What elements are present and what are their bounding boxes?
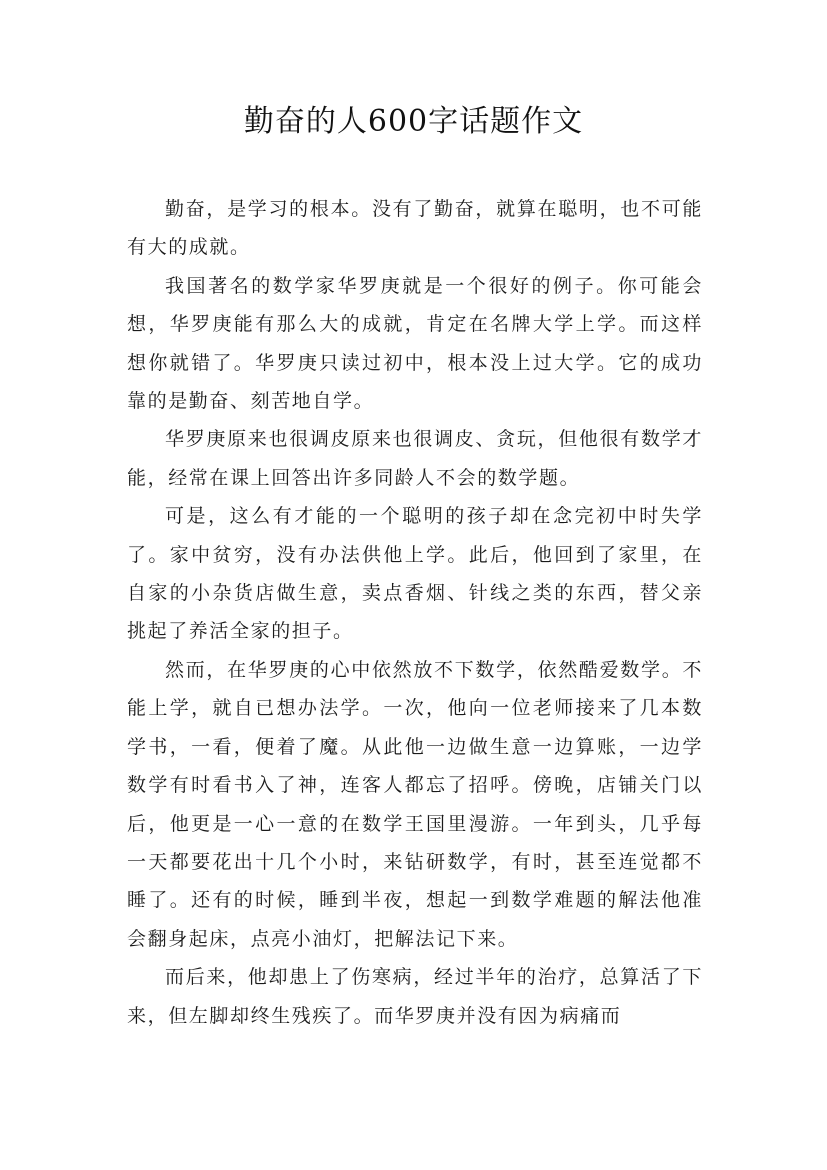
document-body xyxy=(127,190,703,1035)
paragraph: 可是，这么有才能的一个聪明的孩子却在念完初中时失学了。家中贫穷，没有办法供他上学。此后，他回到了家里，在自家的小杂货店做生意，卖点香烟、针线之类的东西，替父亲挑起了养活全家的担子。 xyxy=(127,505,703,643)
paragraph: 华罗庚原来也很调皮原来也很调皮、贪玩，但他很有数学才能，经常在课上回答出许多同龄人不会的数学题。 xyxy=(127,428,703,489)
paragraph: 而后来，他却患上了伤寒病，经过半年的治疗，总算活了下来，但左脚却终生残疾了。而华罗庚并没有因为病痛而 xyxy=(127,966,703,1027)
paragraph: 然而，在华罗庚的心中依然放不下数学，依然酷爱数学。不能上学，就自已想办法学。一次，他向一位老师接来了几本数学书，一看，便着了魔。从此他一边做生意一边算账，一边学数学有时看书入了神，连客人都忘了招呼。傍晚，店铺关门以后，他更是一心一意的在数学王国里漫游。一年到头，几乎每一天都要花出十几个小时，来钻研数学，有时，甚至连觉都不睡了。还有的时候，睡到半夜，想起一到数学难题的解法他准会翻身起床，点亮小油灯，把解法记下来。 xyxy=(127,658,703,950)
paragraph: 勤奋，是学习的根本。没有了勤奋，就算在聪明，也不可能有大的成就。 xyxy=(127,198,703,259)
paragraph: 我国著名的数学家华罗庚就是一个很好的例子。你可能会想，华罗庚能有那么大的成就，肯定在名牌大学上学。而这样想你就错了。华罗庚只读过初中，根本没上过大学。它的成功靠的是勤奋、刻苦地自学。 xyxy=(127,274,703,413)
document-title: 勤奋的人600字话题作文 xyxy=(243,104,584,139)
